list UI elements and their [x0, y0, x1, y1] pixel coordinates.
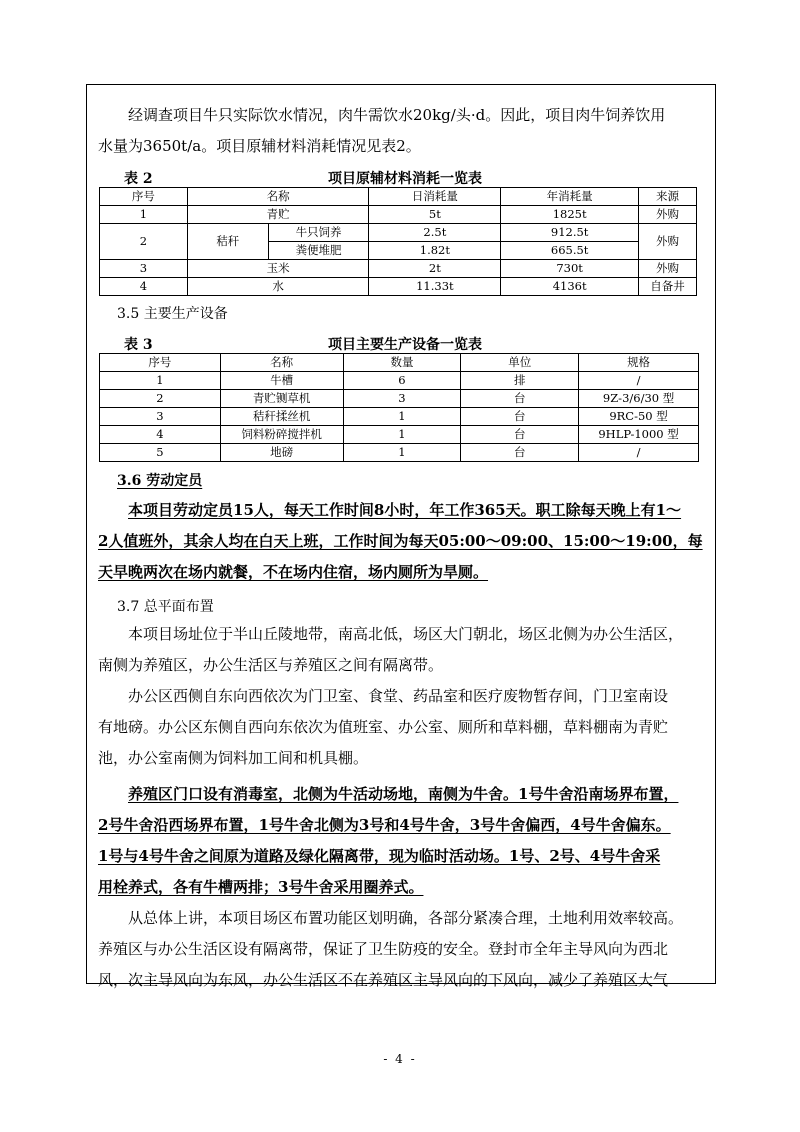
cell-annual: 665.5t	[501, 242, 639, 260]
cell-no: 4	[100, 426, 221, 444]
header-cell: 规格	[579, 354, 699, 372]
cell-daily: 2.5t	[369, 224, 501, 242]
text-line: 风，次主导风向为东风，办公生活区不在养殖区主导风向的下风向，减少了养殖区大气	[98, 971, 669, 989]
text-line: 办公区西侧自东向西依次为门卫室、食堂、药品室和医疗废物暂存间，门卫室南设	[128, 687, 669, 705]
cell-subname: 粪便堆肥	[268, 242, 369, 260]
table-row	[100, 224, 697, 242]
text-line: 经调查项目牛只实际饮水情况，肉牛需饮水20kg/头·d。因此，项目肉牛饲养饮用	[128, 106, 666, 124]
cell-qty: 1	[343, 426, 461, 444]
header-cell: 单位	[461, 354, 579, 372]
page-number: - 4 -	[383, 1052, 417, 1066]
cell-spec: 9Z-3/6/30 型	[579, 390, 699, 408]
cell-name: 青贮	[187, 206, 369, 224]
cell-source: 外购	[639, 260, 697, 278]
text-line: 本项目劳动定员15人，每天工作时间8小时，年工作365天。职工除每天晚上有1～	[128, 501, 682, 519]
cell-unit: 台	[461, 426, 579, 444]
cell-annual: 730t	[501, 260, 639, 278]
table-row	[100, 426, 699, 444]
table-row	[100, 260, 697, 278]
layout-paragraph-3	[98, 779, 711, 903]
table-row	[100, 206, 697, 224]
text-line: 天早晚两次在场内就餐，不在场内住宿，场内厕所为旱厕。	[98, 563, 489, 581]
cell-no: 5	[100, 444, 221, 462]
intro-paragraph	[98, 100, 711, 162]
cell-no: 3	[100, 260, 188, 278]
text-line: 本项目场址位于半山丘陵地带，南高北低，场区大门朝北，场区北侧为办公生活区，	[128, 625, 684, 643]
cell-no: 4	[100, 278, 188, 296]
cell-annual: 4136t	[501, 278, 639, 296]
table3-label: 表 3	[124, 337, 153, 353]
header-cell: 年消耗量	[501, 188, 639, 206]
text-line: 水量为3650t/a。项目原辅材料消耗情况见表2。	[98, 137, 421, 155]
cell-name: 水	[187, 278, 369, 296]
cell-daily: 11.33t	[369, 278, 501, 296]
cell-no: 2	[100, 390, 221, 408]
cell-qty: 6	[343, 372, 461, 390]
header-cell: 名称	[187, 188, 369, 206]
cell-qty: 3	[343, 390, 461, 408]
cell-spec: /	[579, 444, 699, 462]
cell-source: 外购	[639, 206, 697, 224]
text-line: 从总体上讲，本项目场区布置功能区划明确，各部分紧凑合理，土地利用效率较高。	[128, 909, 684, 927]
cell-unit: 台	[461, 444, 579, 462]
text-line: 用栓养式，各有牛槽两排；3号牛舍采用圈养式。	[98, 878, 424, 896]
cell-unit: 台	[461, 408, 579, 426]
table3-title: 项目主要生产设备一览表	[328, 337, 482, 353]
table2-label: 表 2	[124, 171, 153, 187]
section-3-5-heading: 3.5 主要生产设备	[117, 306, 228, 322]
section-3-6-paragraph	[98, 495, 711, 588]
table-row	[100, 444, 699, 462]
header-cell: 名称	[220, 354, 343, 372]
table3	[99, 353, 699, 462]
header-cell: 序号	[100, 354, 221, 372]
cell-spec: 9RC-50 型	[579, 408, 699, 426]
table-header-row	[100, 188, 697, 206]
text-line: 1号与4号牛舍之间原为道路及绿化隔离带，现为临时活动场。1号、2号、4号牛舍采	[98, 847, 661, 865]
cell-no: 1	[100, 372, 221, 390]
cell-qty: 1	[343, 408, 461, 426]
cell-spec: /	[579, 372, 699, 390]
table-header-row	[100, 354, 699, 372]
cell-annual: 1825t	[501, 206, 639, 224]
cell-name: 秸秆揉丝机	[220, 408, 343, 426]
cell-no: 2	[100, 224, 188, 260]
table-row	[100, 372, 699, 390]
table2	[99, 187, 697, 296]
cell-daily: 5t	[369, 206, 501, 224]
text-line: 有地磅。办公区东侧自西向东依次为值班室、办公室、厕所和草料棚，草料棚南为青贮	[98, 718, 669, 736]
cell-source: 自备井	[639, 278, 697, 296]
table2-title: 项目原辅材料消耗一览表	[328, 171, 482, 187]
cell-daily: 2t	[369, 260, 501, 278]
cell-name: 青贮铡草机	[220, 390, 343, 408]
header-cell: 来源	[639, 188, 697, 206]
text-line: 南侧为养殖区，办公生活区与养殖区之间有隔离带。	[98, 656, 444, 674]
cell-name: 玉米	[187, 260, 369, 278]
cell-spec: 9HLP-1000 型	[579, 426, 699, 444]
header-cell: 数量	[343, 354, 461, 372]
layout-paragraph-4	[98, 903, 711, 996]
text-line: 2号牛舍沿西场界布置，1号牛舍北侧为3号和4号牛舍，3号牛舍偏西，4号牛舍偏东。	[98, 816, 671, 834]
text-line: 养殖区与办公生活区设有隔离带，保证了卫生防疫的安全。登封市全年主导风向为西北	[98, 940, 669, 958]
table-row	[100, 390, 699, 408]
table-row	[100, 408, 699, 426]
text-line: 2人值班外，其余人均在白天上班，工作时间为每天05:00～09:00、15:00～19:00，每	[98, 532, 703, 550]
cell-unit: 排	[461, 372, 579, 390]
cell-name: 牛槽	[220, 372, 343, 390]
layout-paragraph-2	[98, 681, 711, 774]
cell-name: 饲料粉碎搅拌机	[220, 426, 343, 444]
text-line: 池，办公室南侧为饲料加工间和机具棚。	[98, 749, 369, 767]
cell-daily: 1.82t	[369, 242, 501, 260]
section-3-7-heading: 3.7 总平面布置	[117, 599, 214, 615]
header-cell: 日消耗量	[369, 188, 501, 206]
cell-no: 3	[100, 408, 221, 426]
section-3-6-heading: 3.6 劳动定员	[117, 473, 203, 489]
cell-name: 地磅	[220, 444, 343, 462]
cell-name: 秸秆	[187, 224, 268, 260]
cell-source: 外购	[639, 224, 697, 260]
cell-annual: 912.5t	[501, 224, 639, 242]
header-cell: 序号	[100, 188, 188, 206]
table-row	[100, 278, 697, 296]
cell-unit: 台	[461, 390, 579, 408]
cell-subname: 牛只饲养	[268, 224, 369, 242]
layout-paragraph-1	[98, 619, 711, 681]
text-line: 养殖区门口设有消毒室，北侧为牛活动场地，南侧为牛舍。1号牛舍沿南场界布置，	[128, 785, 679, 803]
cell-qty: 1	[343, 444, 461, 462]
cell-no: 1	[100, 206, 188, 224]
